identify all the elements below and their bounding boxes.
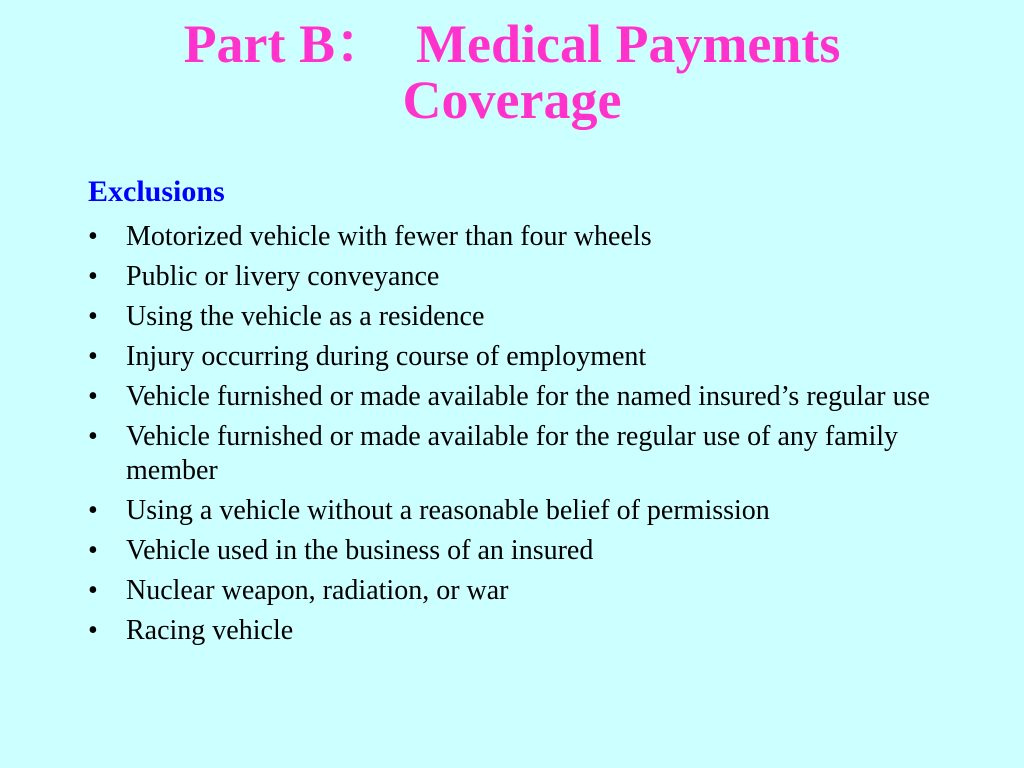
bullet-icon: •	[88, 301, 98, 332]
list-item-text: Using a vehicle without a reasonable belief of permission	[126, 495, 770, 526]
bullet-icon: •	[88, 421, 98, 452]
list-item	[88, 380, 938, 414]
slide-title-line-1: Part B： Medical Payments	[183, 14, 841, 74]
bullet-icon: •	[88, 615, 98, 646]
bullet-icon: •	[88, 535, 98, 566]
list-item	[88, 300, 938, 334]
list-item	[88, 340, 938, 374]
list-item	[88, 534, 938, 568]
list-item-text: Racing vehicle	[126, 615, 294, 646]
list-item	[88, 420, 938, 488]
slide-title-line-2: Coverage	[402, 70, 622, 130]
list-item	[88, 260, 938, 294]
bullet-icon: •	[88, 575, 98, 606]
bullet-icon: •	[88, 341, 98, 372]
list-item	[88, 220, 938, 254]
bullet-icon: •	[88, 261, 98, 292]
list-item-text: Using the vehicle as a residence	[126, 301, 485, 332]
list-item-text: Nuclear weapon, radiation, or war	[126, 575, 509, 606]
list-item-text: Vehicle used in the business of an insured	[126, 535, 594, 566]
list-item	[88, 614, 938, 648]
section-heading: Exclusions	[88, 175, 225, 208]
bullet-icon: •	[88, 495, 98, 526]
list-item	[88, 494, 938, 528]
exclusions-list	[88, 220, 938, 654]
list-item	[88, 574, 938, 608]
list-item-text: Motorized vehicle with fewer than four wheels	[126, 221, 652, 252]
bullet-icon: •	[88, 381, 98, 412]
bullet-icon: •	[88, 221, 98, 252]
list-item-text: Injury occurring during course of employment	[126, 341, 647, 372]
list-item-text: Vehicle furnished or made available for the named insured’s regular use	[126, 381, 930, 412]
list-item-text: Public or livery conveyance	[126, 261, 440, 292]
slide-title	[60, 16, 964, 128]
list-item-text: Vehicle furnished or made available for the regular use of any family member	[126, 421, 899, 486]
